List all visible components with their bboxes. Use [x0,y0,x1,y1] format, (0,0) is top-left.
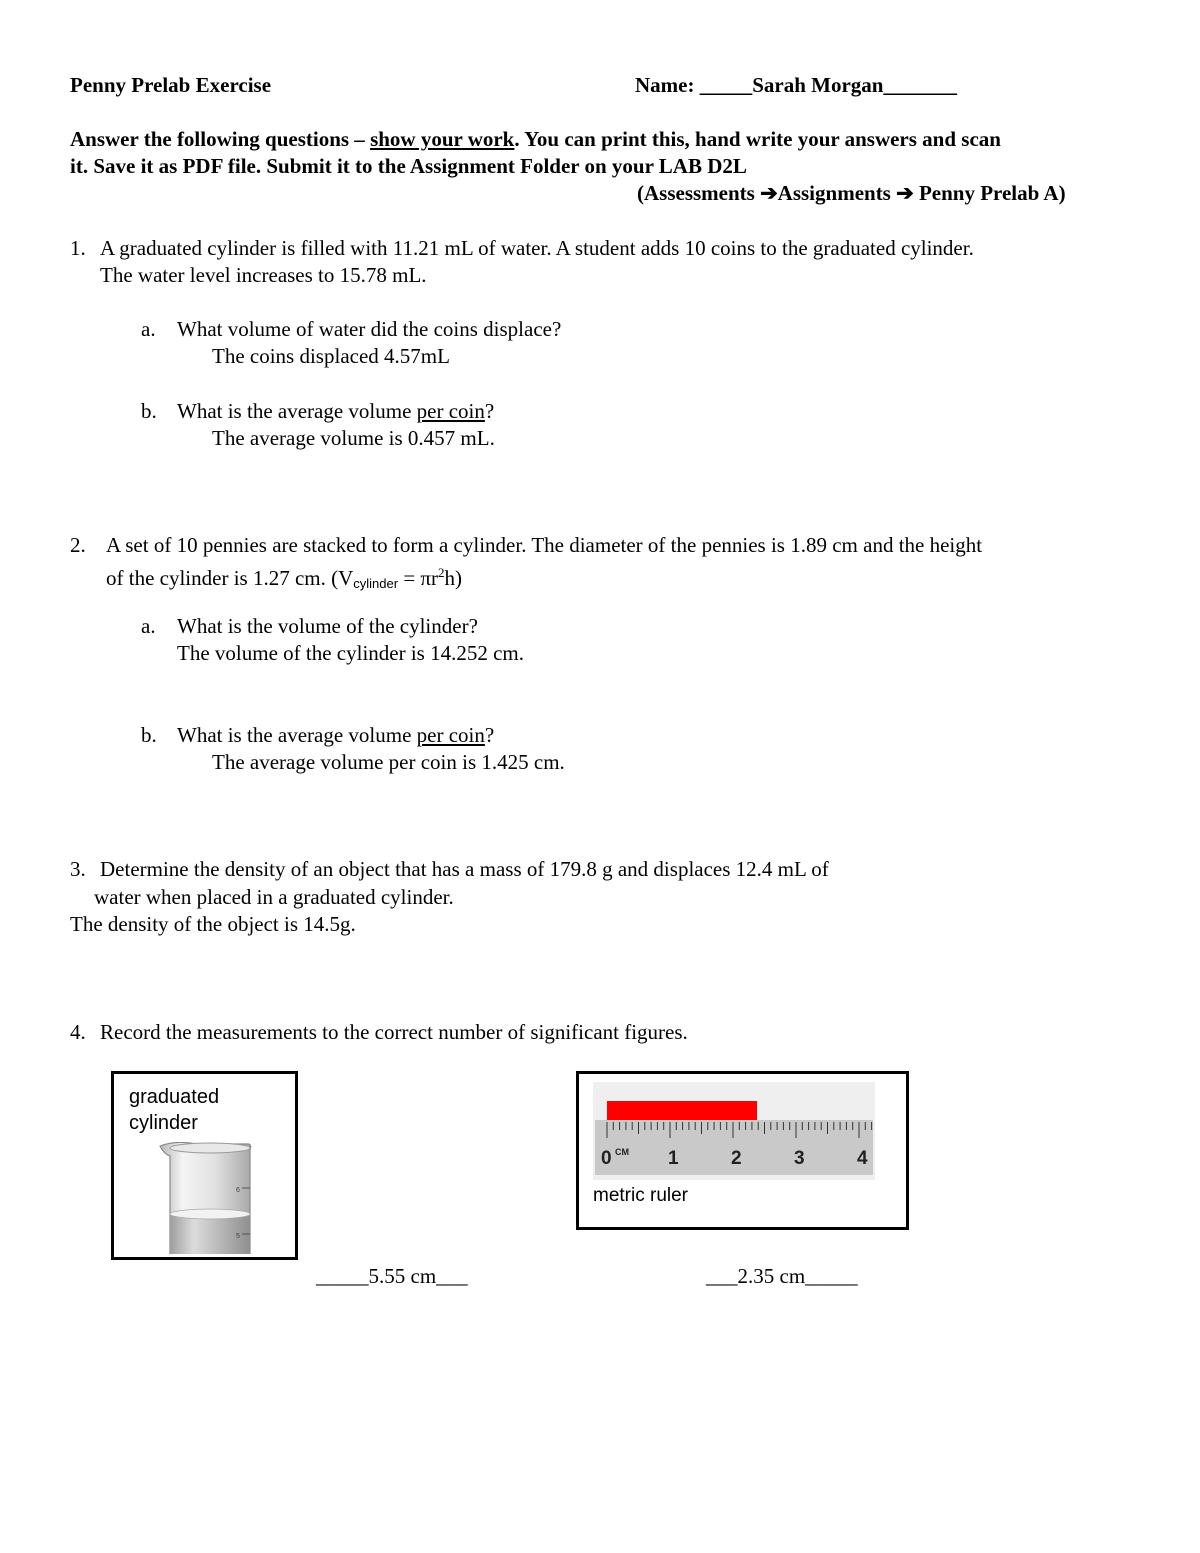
per-coin-emphasis: per coin [416,399,485,423]
q2a-answer: The volume of the cylinder is 14.252 cm. [177,641,525,665]
q1b-label: b. [141,399,157,423]
cylinder-mark-top: 6 [236,1187,240,1194]
q4-number: 4. [70,1020,86,1044]
water-meniscus [170,1209,250,1219]
graduated-cylinder-image [156,1142,266,1254]
q1a-answer: The coins displaced 4.57mL [212,344,450,368]
instructions-rest: . You can print this, hand write your answers and scan [514,127,1001,151]
q3-text-2: water when placed in a graduated cylinder. [94,885,454,909]
q4-text: Record the measurements to the correct number of significant figures. [100,1020,688,1044]
name-label: Name: [635,73,695,97]
graduated-cylinder-figure [111,1071,298,1260]
q2-text-1: A set of 10 pennies are stacked to form a cylinder. The diameter of the pennies is 1.89 cm and the height [106,533,983,557]
instructions-lead: Answer the following questions – [70,127,371,151]
instructions-line-1 [70,126,1001,153]
q1a-question: What volume of water did the coins displace? [177,317,562,341]
q4-answer-cylinder: _____5.55 cm___ [316,1264,468,1288]
q1b-answer: The average volume is 0.457 mL. [212,426,495,450]
ruler-label-3: 3 [794,1148,805,1169]
q2b-question: What is the average volume per coin? [177,723,495,747]
cylinder-rim [170,1143,250,1153]
name-value: _____Sarah Morgan_______ [699,73,957,97]
show-work-emphasis: show your work [370,127,515,151]
per-coin-emphasis: per coin [416,723,485,747]
squared-superscript: 2 [438,565,445,580]
q4-answer-ruler: ___2.35 cm_____ [706,1264,858,1288]
ruler-unit-label: CM [615,1147,629,1157]
q2a-question: What is the volume of the cylinder? [177,614,478,638]
cylinder-label-2: cylinder [129,1112,198,1134]
instructions-line-2: it. Save it as PDF file. Submit it to the Assignment Folder on your LAB D2L [70,154,747,178]
q2-number: 2. [70,533,86,557]
q1a-label: a. [141,317,156,341]
q2a-label: a. [141,614,156,638]
q3-text-1: Determine the density of an object that has a mass of 179.8 g and displaces 12.4 mL of [100,857,829,881]
assignment-path: (Assessments ➔Assignments ➔ Penny Prelab A) [637,181,1066,205]
ruler-measure-bar [607,1101,757,1121]
metric-ruler-image [593,1082,875,1180]
q2-text-2: of the cylinder is 1.27 cm. $(V_{cylinder} = \pi r^2h)$ [106,565,463,591]
q1-number: 1. [70,236,86,260]
q1b-question: What is the average volume per coin? [177,399,495,423]
q2b-label: b. [141,723,157,747]
ruler-label: metric ruler [593,1185,689,1206]
q3-answer: The density of the object is 14.5g. [70,912,356,936]
q3-number: 3. [70,857,86,881]
q2b-answer: The average volume per coin is 1.425 cm. [212,750,565,774]
page-title: Penny Prelab Exercise [70,73,272,97]
ruler-label-0: 0 [601,1148,612,1169]
q1-text-1: A graduated cylinder is filled with 11.21 mL of water. A student adds 10 coins to the graduated cylinder. [100,236,974,260]
ruler-label-4: 4 [857,1148,868,1169]
q1-text-2: The water level increases to 15.78 mL. [100,263,427,287]
cylinder-mark-bottom: 5 [236,1233,240,1240]
name-line [635,72,957,99]
cylinder-subscript: cylinder [353,576,399,591]
ruler-label-2: 2 [731,1148,742,1169]
cylinder-label-1: graduated [129,1086,220,1108]
metric-ruler-figure [576,1071,909,1230]
ruler-label-1: 1 [668,1148,679,1169]
